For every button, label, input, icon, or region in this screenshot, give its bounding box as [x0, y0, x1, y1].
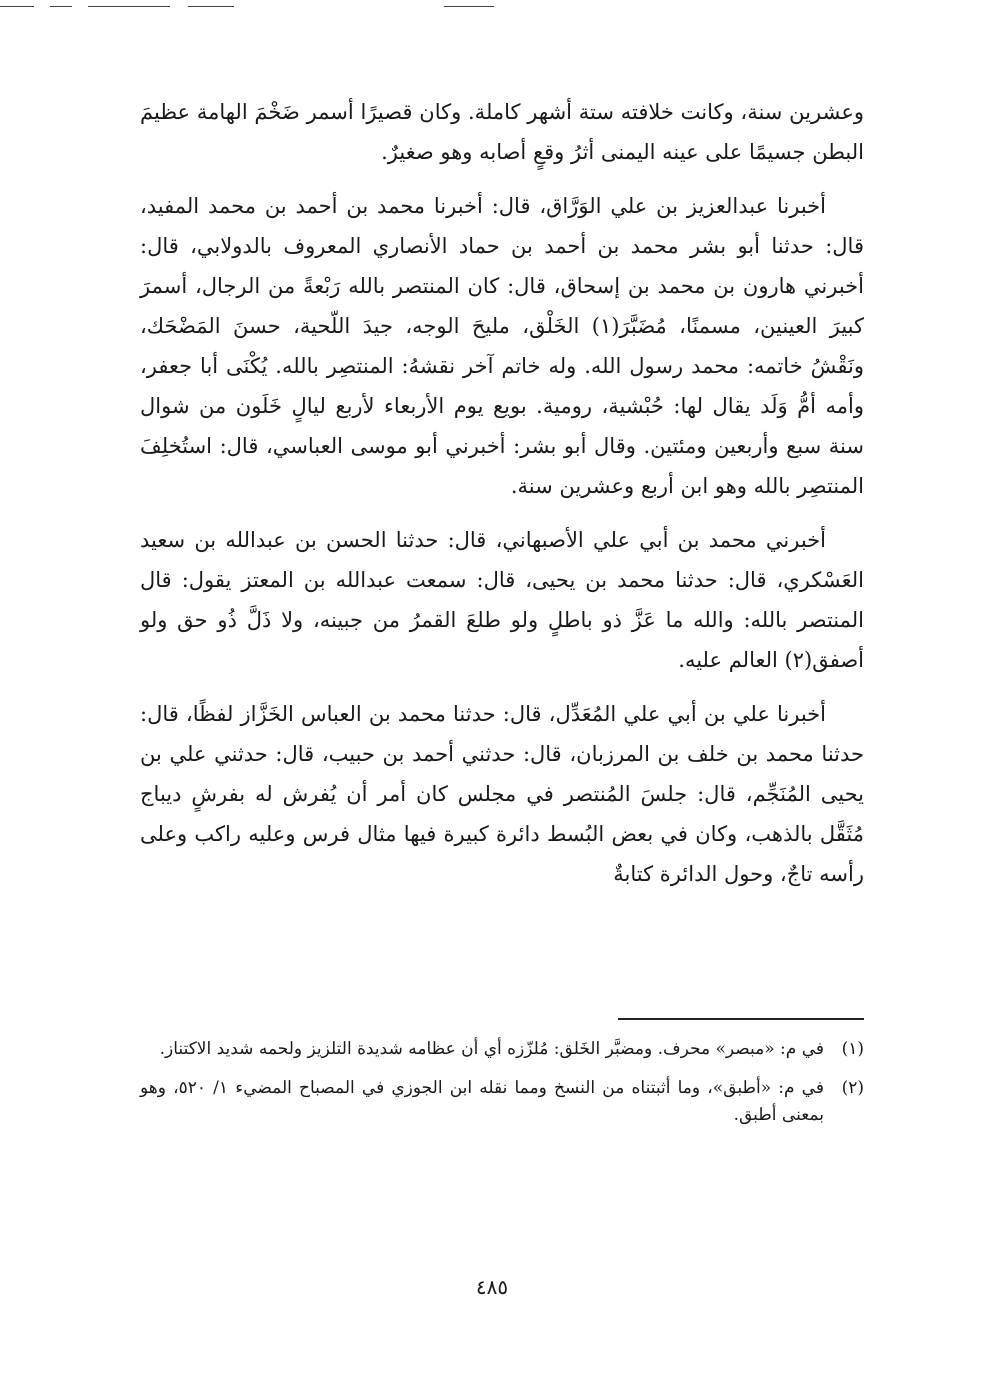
paragraph: أخبرني محمد بن أبي علي الأصبهاني، قال: حدثنا الحسن بن عبدالله بن سعيد العَسْكري، قال: حدثنا محمد بن يحيى، قال: سمعت عبدالله بن المعتز يقول: قال المنتصر بالله: والله ما عَزَّ ذو باطلٍ ولو طلعَ القمرُ من جبينه، ولا ذَلَّ ذُو حق ولو أصفق(٢) العالم عليه.: [140, 528, 864, 672]
page-body: [140, 92, 864, 894]
footnote-item: [140, 1036, 864, 1063]
paragraph-gap: [140, 680, 864, 694]
header-rule-left-4: [188, 6, 234, 7]
header-rule-left-2: [50, 6, 72, 7]
paragraph: وعشرين سنة، وكانت خلافته ستة أشهر كاملة. وكان قصيرًا أسمر ضَخْمَ الهامة عظيمَ البطن جسيمًا على عينه اليمنى أثرُ وقعٍ أصابه وهو صغيرٌ.: [140, 100, 864, 164]
footnote-number: (٢): [841, 1078, 864, 1098]
footnote-text: في م: «أطبق»، وما أثبتناه من النسخ ومما نقله ابن الجوزي في المصباح المضيء ١/ ٥٢٠، وهو بمعنى أطبق.: [140, 1078, 824, 1125]
paragraph: أخبرنا عبدالعزيز بن علي الوَرَّاق، قال: أخبرنا محمد بن أحمد بن محمد المفيد، قال: حدثنا أبو بشر محمد بن أحمد بن حماد الأنصاري المعروف بالدولابي، قال: أخبرني هارون بن محمد بن إسحاق، قال: كان المنتصر بالله رَبْعةً من الرجال، أسمرَ كبيرَ العينين، مسمنًا، مُضَبَّرَ(١) الخَلْق، مليحَ الوجه، جيدَ اللّحية، حسنَ المَضْحَك، ونَقْشُ خاتمه: محمد رسول الله. وله خاتم آخر نقشهُ: المنتصِر بالله. يُكْنَى أبا جعفر، وأمه أمُّ وَلَد يقال لها: حُبْشية، رومية. بويع يوم الأربعاء لأربع ليالٍ خَلَون من شوال سنة سبع وأربعين ومئتين. وقال أبو بشر: أخبرني أبو موسى العباسي، قال: استُخلِفَ المنتصِر بالله وهو ابن أربع وعشرين سنة.: [140, 194, 865, 498]
footnote-item: [140, 1075, 864, 1129]
header-rule-left-3: [88, 6, 170, 7]
header-rule-center: [444, 6, 494, 7]
paragraph-gap: [140, 172, 864, 186]
footnote-number: (١): [841, 1039, 864, 1059]
header-rule-left: [0, 6, 34, 7]
footnote-text: في م: «مبصر» محرف. ومضبَّر الخَلق: مُلزّزه أي أن عظامه شديدة التلزيز ولحمه شديد الاكتناز.: [159, 1039, 824, 1059]
footnote-separator: [618, 1018, 864, 1020]
paragraph: أخبرنا علي بن أبي علي المُعَدِّل، قال: حدثنا محمد بن العباس الخَزَّاز لفظًا، قال: حدثنا محمد بن خلف بن المرزبان، قال: حدثني أحمد بن حبيب، قال: حدثني علي بن يحيى المُنَجِّم، قال: جلسَ المُنتصر في مجلس كان أمر أن يُفرش له بفرشٍ ديباج مُثَقَّل بالذهب، وكان في بعض البُسط دائرة كبيرة فيها مثال فرس وعليه راكب وعلى رأسه تاجٌ، وحول الدائرة كتابةٌ: [140, 702, 864, 886]
footnotes: [140, 1036, 864, 1141]
page-number: ٤٨٥: [475, 1275, 509, 1299]
paragraph-gap: [140, 506, 864, 520]
